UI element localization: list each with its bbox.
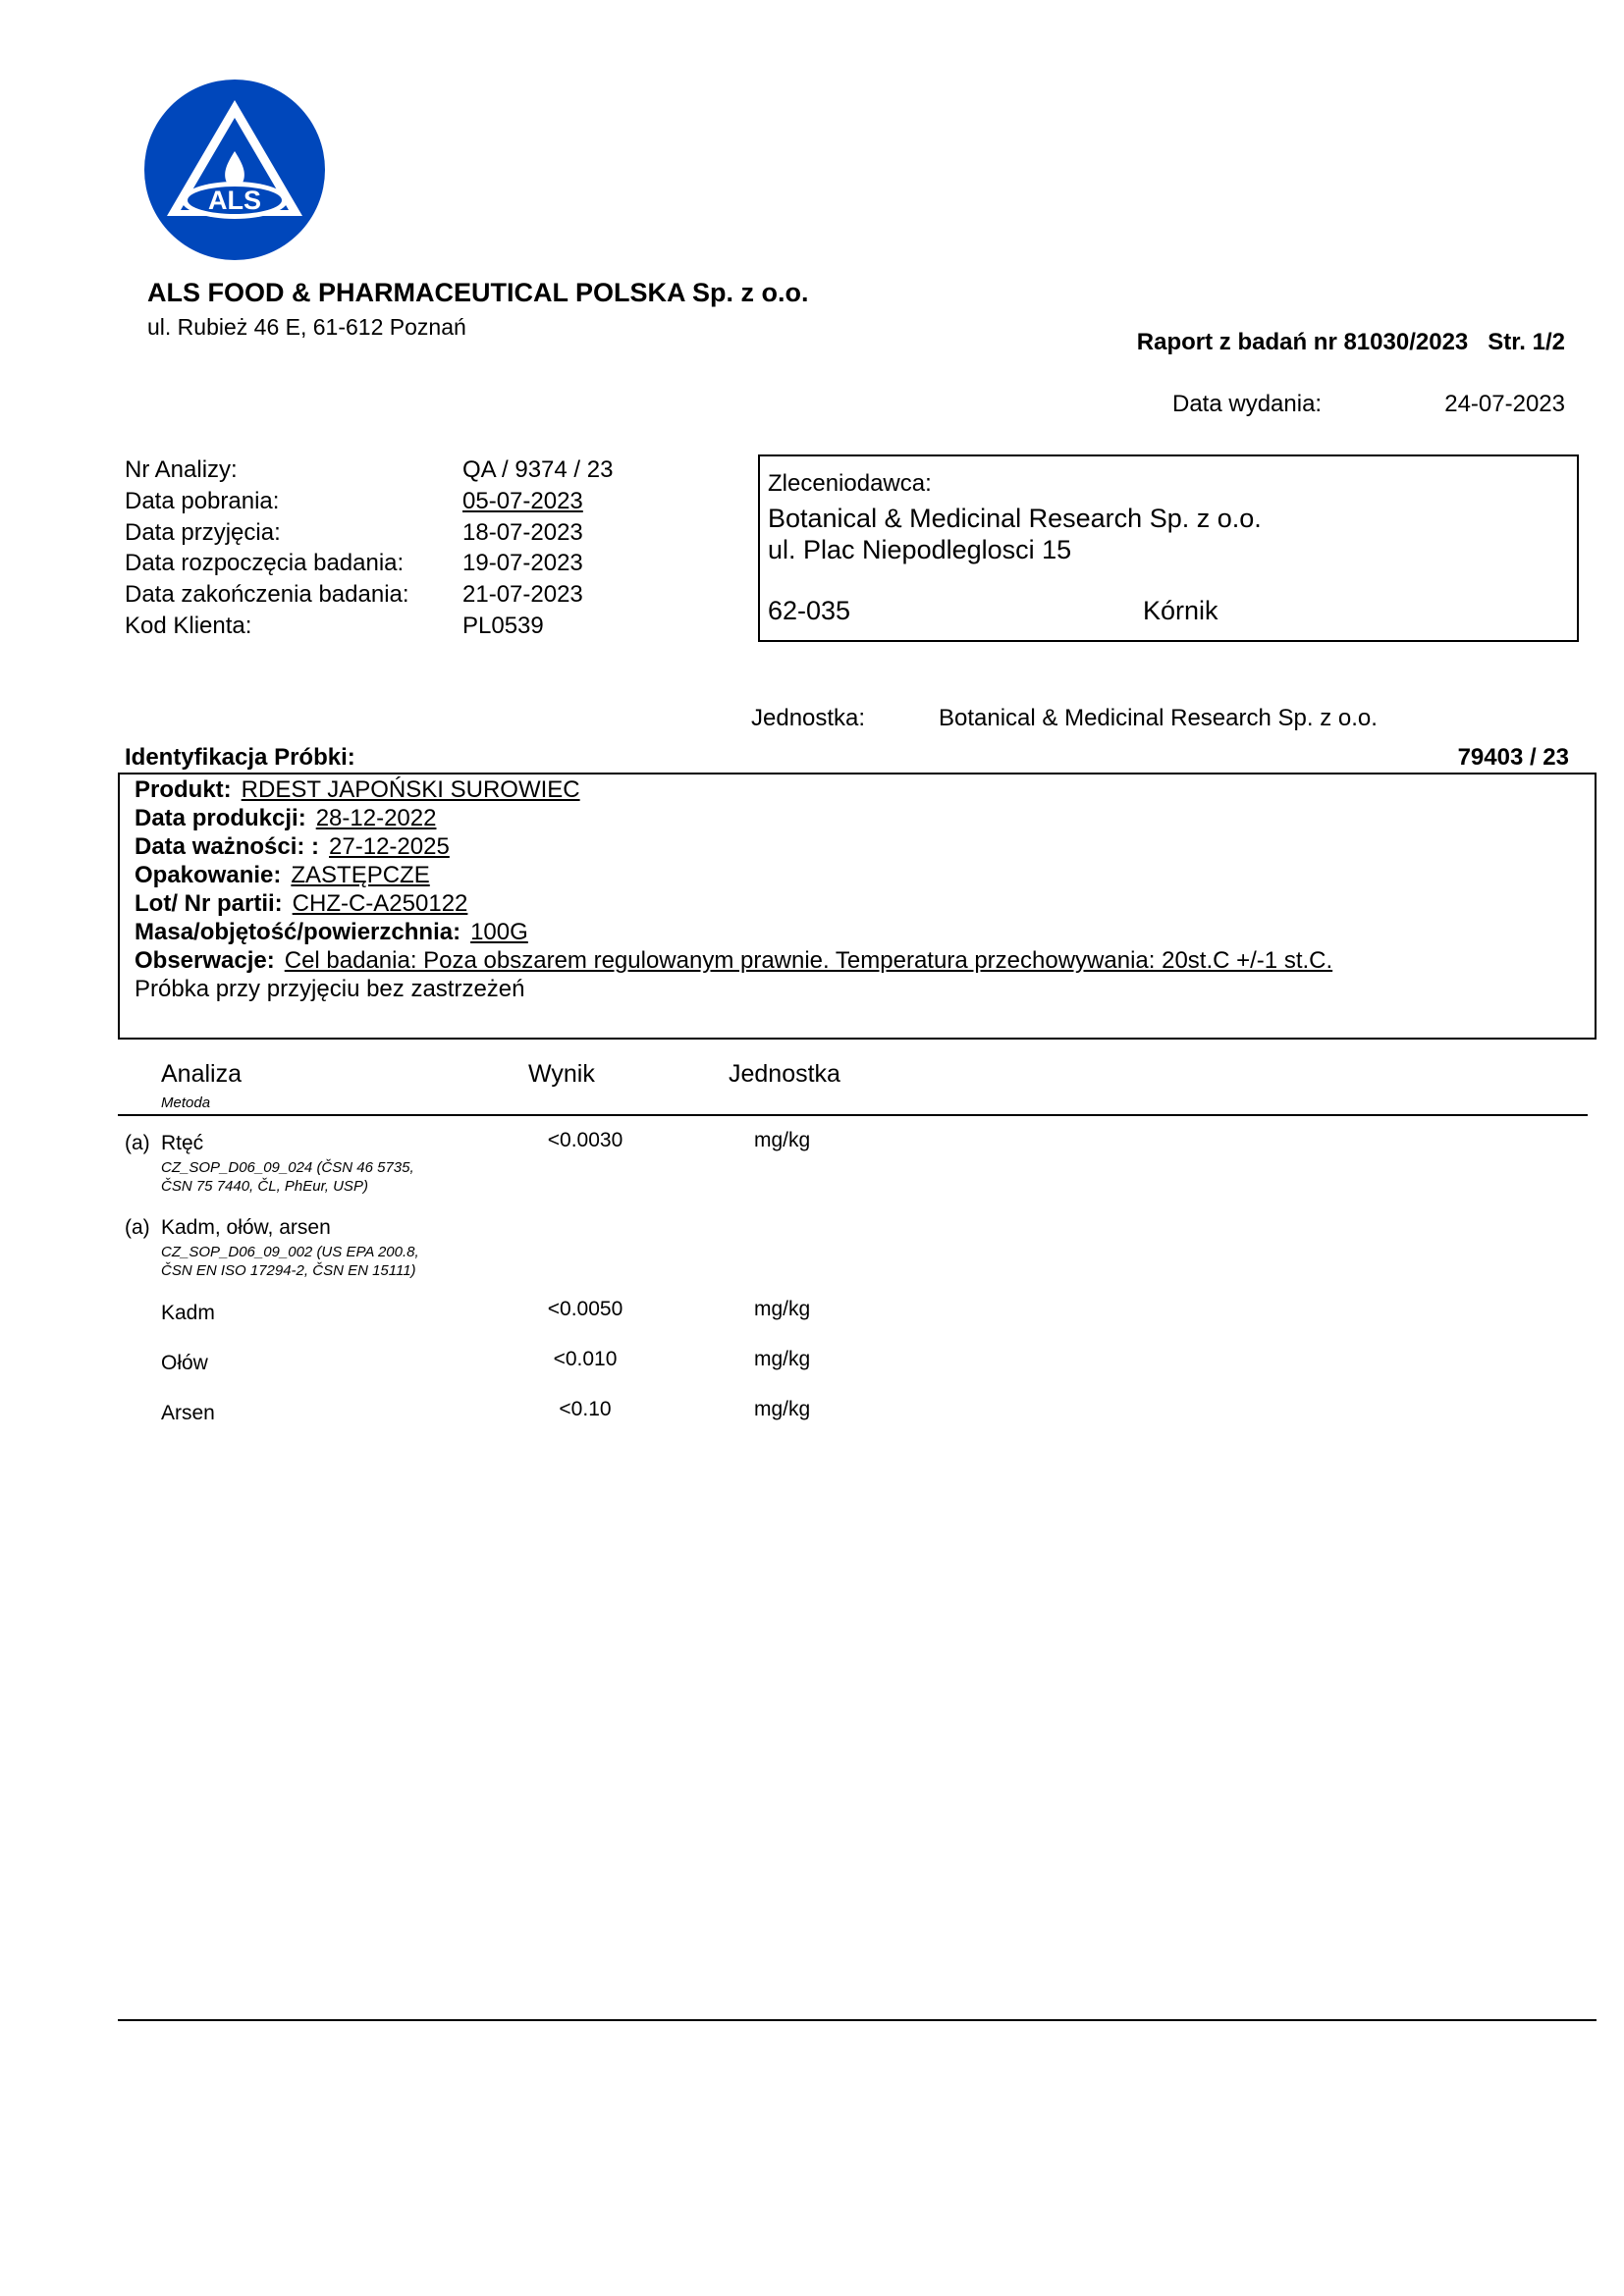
sample-ident-label: Identyfikacja Próbki:	[125, 744, 355, 771]
analysis-name: Ołów	[161, 1352, 208, 1374]
expiry-date: 27-12-2025	[329, 833, 450, 860]
svg-text:ALS: ALS	[208, 186, 261, 215]
analysis-name: Kadm	[161, 1302, 215, 1324]
client-name: Botanical & Medicinal Research Sp. z o.o.	[768, 504, 1262, 533]
client-postal-code: 62-035	[768, 596, 851, 625]
result-unit: mg/kg	[754, 1298, 811, 1320]
analysis-name: Rtęć	[161, 1132, 204, 1154]
client-street: ul. Plac Niepodleglosci 15	[768, 535, 1072, 564]
lot-row: Lot/ Nr partii: CHZ-C-A250122	[135, 890, 468, 917]
method-reference: CZ_SOP_D06_09_002 (US EPA 200.8, ČSN EN ISO 17294-2, ČSN EN 15111)	[161, 1244, 419, 1279]
product: RDEST JAPOŃSKI SUROWIEC	[241, 776, 580, 803]
analysis-name: Arsen	[161, 1402, 215, 1424]
receipt-date-row: Data przyjęcia: 18-07-2023	[125, 517, 613, 549]
report-number: Raport z badań nr 81030/2023	[1136, 329, 1469, 355]
col-header-analysis: Analiza	[161, 1060, 242, 1088]
result-value: <0.0030	[547, 1129, 623, 1151]
result-unit: mg/kg	[754, 1348, 811, 1370]
col-header-unit: Jednostka	[729, 1060, 840, 1088]
acceptance-note: Próbka przy przyjęciu bez zastrzeżeń	[135, 976, 525, 1002]
analysis-group-name: Kadm, ołów, arsen	[161, 1216, 331, 1239]
result-unit: mg/kg	[754, 1129, 811, 1151]
client-code: PL0539	[462, 612, 544, 639]
analysis-number: QA / 9374 / 23	[462, 456, 614, 483]
accredited-marker: (a)	[125, 1132, 150, 1154]
mass: 100G	[470, 919, 528, 945]
remarks: Cel badania: Poza obszarem regulowanym prawnie. Temperatura przechowywania: 20st.C +/-1 st.C.	[284, 947, 1333, 974]
analysis-number-row: Nr Analizy: QA / 9374 / 23	[125, 454, 613, 486]
client-box	[758, 454, 1579, 642]
start-date-row: Data rozpoczęcia badania: 19-07-2023	[125, 548, 613, 579]
analysis-info	[125, 454, 613, 642]
production-date: 28-12-2022	[315, 805, 437, 831]
footer-divider	[118, 2019, 1597, 2021]
accredited-marker: (a)	[125, 1216, 150, 1239]
issue-date: 24-07-2023	[1444, 391, 1565, 417]
unit-value: Botanical & Medicinal Research Sp. z o.o.	[939, 705, 1378, 731]
remarks-row: Obserwacje: Cel badania: Poza obszarem regulowanym prawnie. Temperatura przechowywania: 20st.C +/-1 st.C.	[135, 947, 1333, 974]
report-title	[1137, 329, 1565, 356]
client-code-row: Kod Klienta: PL0539	[125, 611, 613, 642]
sample-box	[118, 773, 1597, 1040]
sampling-date: 05-07-2023	[462, 487, 583, 514]
receipt-date: 18-07-2023	[462, 518, 583, 546]
method-reference: CZ_SOP_D06_09_024 (ČSN 46 5735, ČSN 75 7440, ČL, PhEur, USP)	[161, 1159, 414, 1195]
col-header-method: Metoda	[161, 1095, 211, 1111]
result-unit: mg/kg	[754, 1398, 811, 1420]
sampling-date-row: Data pobrania: 05-07-2023	[125, 486, 613, 517]
packaging-row: Opakowanie: ZASTĘPCZE	[135, 862, 430, 888]
header-divider	[118, 1114, 1588, 1116]
expiry-row: Data ważności: : 27-12-2025	[135, 833, 450, 860]
result-value: <0.010	[553, 1348, 618, 1370]
mass-row: Masa/objętość/powierzchnia: 100G	[135, 919, 528, 945]
company-address: ul. Rubież 46 E, 61-612 Poznań	[147, 314, 466, 340]
production-date-row: Data produkcji: 28-12-2022	[135, 805, 437, 831]
end-date-row: Data zakończenia badania: 21-07-2023	[125, 579, 613, 611]
unit-label: Jednostka:	[751, 705, 866, 731]
client-heading: Zleceniodawca:	[768, 470, 932, 497]
client-city: Kórnik	[1143, 596, 1218, 625]
packaging: ZASTĘPCZE	[291, 862, 430, 888]
result-value: <0.0050	[547, 1298, 623, 1320]
als-logo	[143, 79, 326, 261]
start-date: 19-07-2023	[462, 550, 583, 577]
sample-ident-number: 79403 / 23	[1457, 744, 1569, 771]
end-date: 21-07-2023	[462, 581, 583, 609]
result-value: <0.10	[559, 1398, 612, 1420]
lot-number: CHZ-C-A250122	[292, 890, 468, 917]
issue-date-label: Data wydania:	[1172, 391, 1323, 417]
page-number: Str. 1/2	[1488, 329, 1565, 355]
product-row: Produkt: RDEST JAPOŃSKI SUROWIEC	[135, 776, 580, 803]
company-name: ALS FOOD & PHARMACEUTICAL POLSKA Sp. z o.o.	[147, 278, 809, 307]
col-header-result: Wynik	[528, 1060, 595, 1088]
